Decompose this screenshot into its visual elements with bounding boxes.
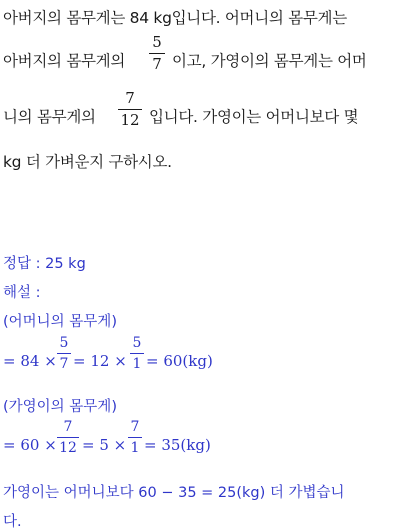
gayoung-weight-heading: (가영이의 몸무게): [3, 399, 117, 415]
explanation-label: 해설 :: [3, 285, 41, 301]
gayoung-eq-part-2: = 5 ×: [82, 436, 127, 454]
fraction-numerator: 5: [132, 335, 142, 351]
fraction-numerator: 7: [130, 419, 140, 435]
fraction-numerator: 5: [152, 33, 162, 51]
gayoung-eq-part-1: = 60 ×: [3, 436, 57, 454]
question-line-3-start: 니의 몸무게의: [3, 108, 96, 126]
conclusion-line-2: 다.: [3, 514, 22, 530]
fraction-denominator: 12: [59, 440, 77, 457]
mother-weight-heading: (어머니의 몸무게): [3, 314, 117, 330]
mother-eq-result: = 60(kg): [146, 352, 213, 370]
mother-eq-part-1: = 84 ×: [3, 352, 57, 370]
mother-eq-fraction-1: [57, 336, 71, 371]
fraction-bar: [128, 437, 142, 438]
mother-eq-fraction-2: [130, 336, 144, 371]
fraction-denominator: 1: [132, 356, 142, 373]
gayoung-eq-fraction-1: [57, 420, 79, 455]
fraction-numerator: 7: [125, 89, 135, 107]
fraction-seven-twelfths: [118, 91, 142, 128]
answer-line: 정답 : 25 kg: [3, 256, 86, 272]
question-line-1: 아버지의 몸무게는 84 kg입니다. 어머니의 몸무게는: [3, 9, 347, 27]
question-line-2-end: 이고, 가영이의 몸무게는 어머: [172, 52, 367, 70]
fraction-denominator: 12: [120, 111, 140, 130]
fraction-denominator: 7: [152, 55, 162, 74]
fraction-five-sevenths: [149, 35, 165, 72]
fraction-denominator: 7: [59, 356, 69, 373]
question-line-4: kg 더 가벼운지 구하시오.: [3, 153, 172, 171]
fraction-bar: [57, 353, 71, 354]
fraction-numerator: 5: [59, 335, 69, 351]
mother-eq-part-2: = 12 ×: [73, 352, 127, 370]
fraction-denominator: 1: [130, 440, 140, 457]
conclusion-line-1: 가영이는 어머니보다 60 − 35 = 25(kg) 더 가볍습니: [3, 485, 345, 501]
question-line-3-end: 입니다. 가영이는 어머니보다 몇: [149, 108, 359, 126]
fraction-bar: [130, 353, 144, 354]
fraction-bar: [149, 53, 165, 54]
gayoung-eq-fraction-2: [128, 420, 142, 455]
gayoung-eq-result: = 35(kg): [144, 436, 211, 454]
fraction-bar: [118, 109, 142, 110]
question-line-2-start: 아버지의 몸무게의: [3, 52, 126, 70]
fraction-bar: [57, 437, 79, 438]
fraction-numerator: 7: [63, 419, 73, 435]
